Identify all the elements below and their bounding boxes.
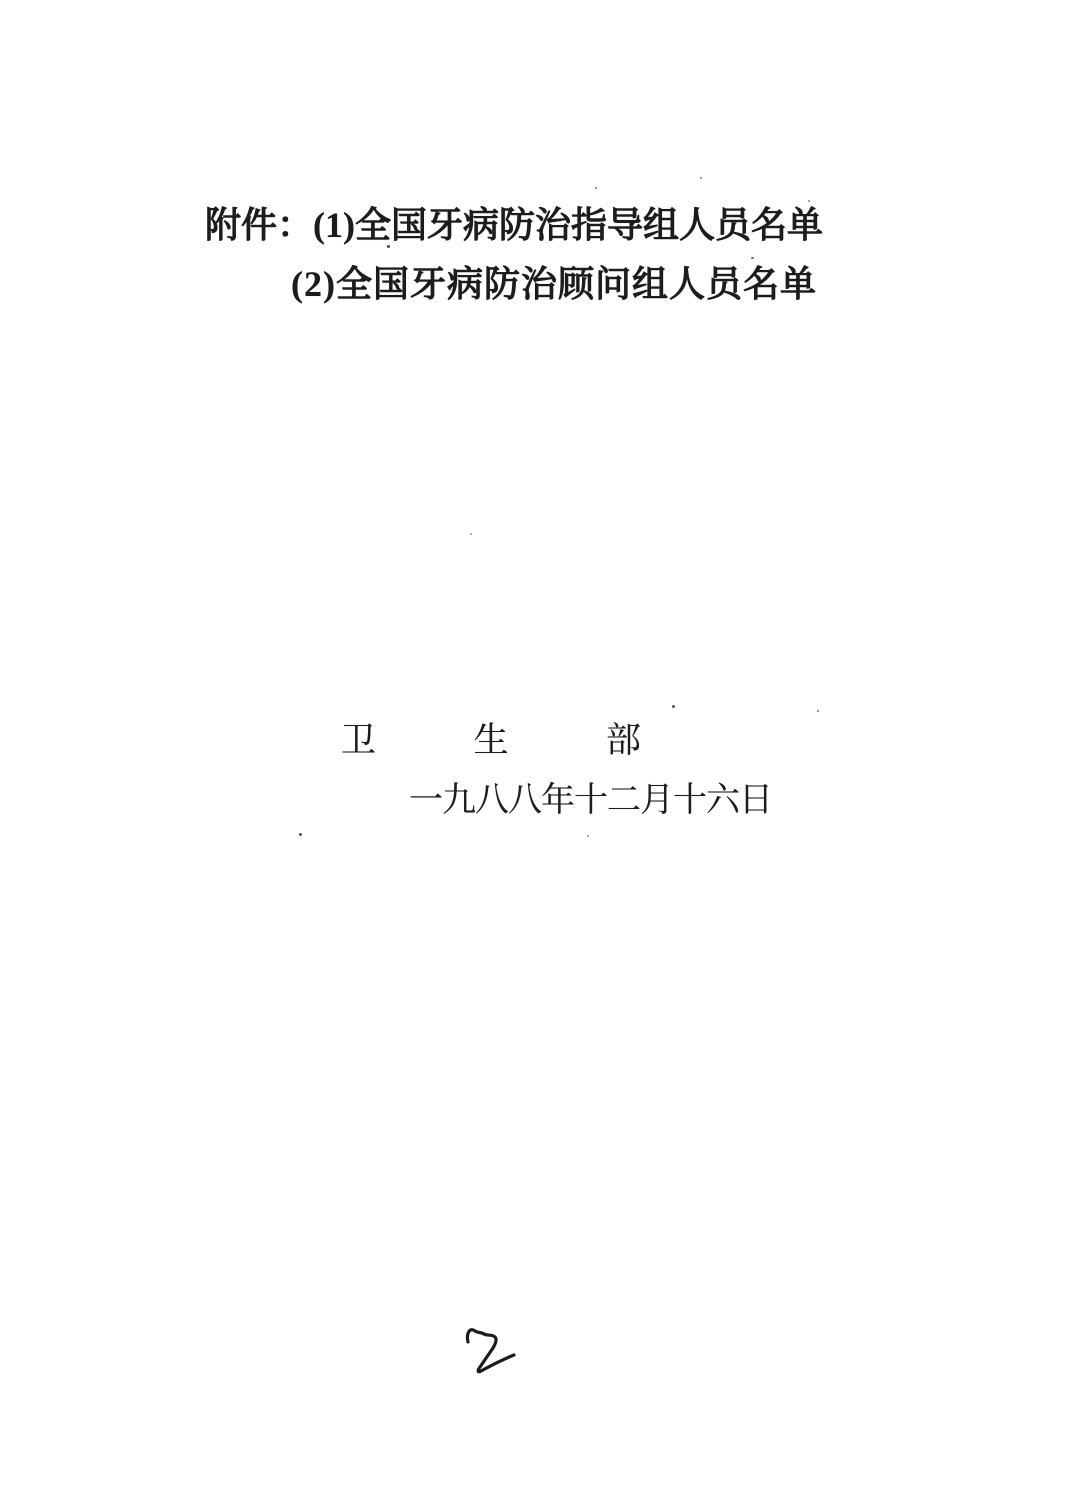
issuer-char-3: 部 [605, 721, 641, 760]
attachment-label: 附件： [205, 205, 314, 245]
scan-speck [387, 245, 390, 248]
scan-speck [299, 833, 302, 836]
scan-speck [817, 710, 819, 712]
scan-speck [672, 705, 675, 708]
scan-speck [808, 200, 810, 202]
scan-speck [470, 533, 472, 535]
attachment-line-2 [291, 266, 817, 302]
issuer-name [341, 723, 641, 758]
scan-speck [700, 177, 702, 179]
issuer-char-1: 卫 [341, 721, 377, 760]
attachment-item-1-index: (1) [313, 205, 355, 245]
handwritten-page-number [452, 1320, 527, 1382]
scan-speck [751, 257, 754, 259]
issue-date: 一九八八年十二月十六日 [409, 782, 772, 819]
scan-speck [587, 835, 589, 837]
issuer-char-2: 生 [473, 721, 509, 760]
scan-speck [595, 187, 597, 189]
attachment-line-1 [205, 207, 823, 243]
attachment-item-2-index: (2) [291, 264, 336, 304]
attachment-item-1-title: 全国牙病防治指导组人员名单 [355, 205, 824, 245]
attachment-item-2-title: 全国牙病防治顾问组人员名单 [335, 264, 817, 304]
